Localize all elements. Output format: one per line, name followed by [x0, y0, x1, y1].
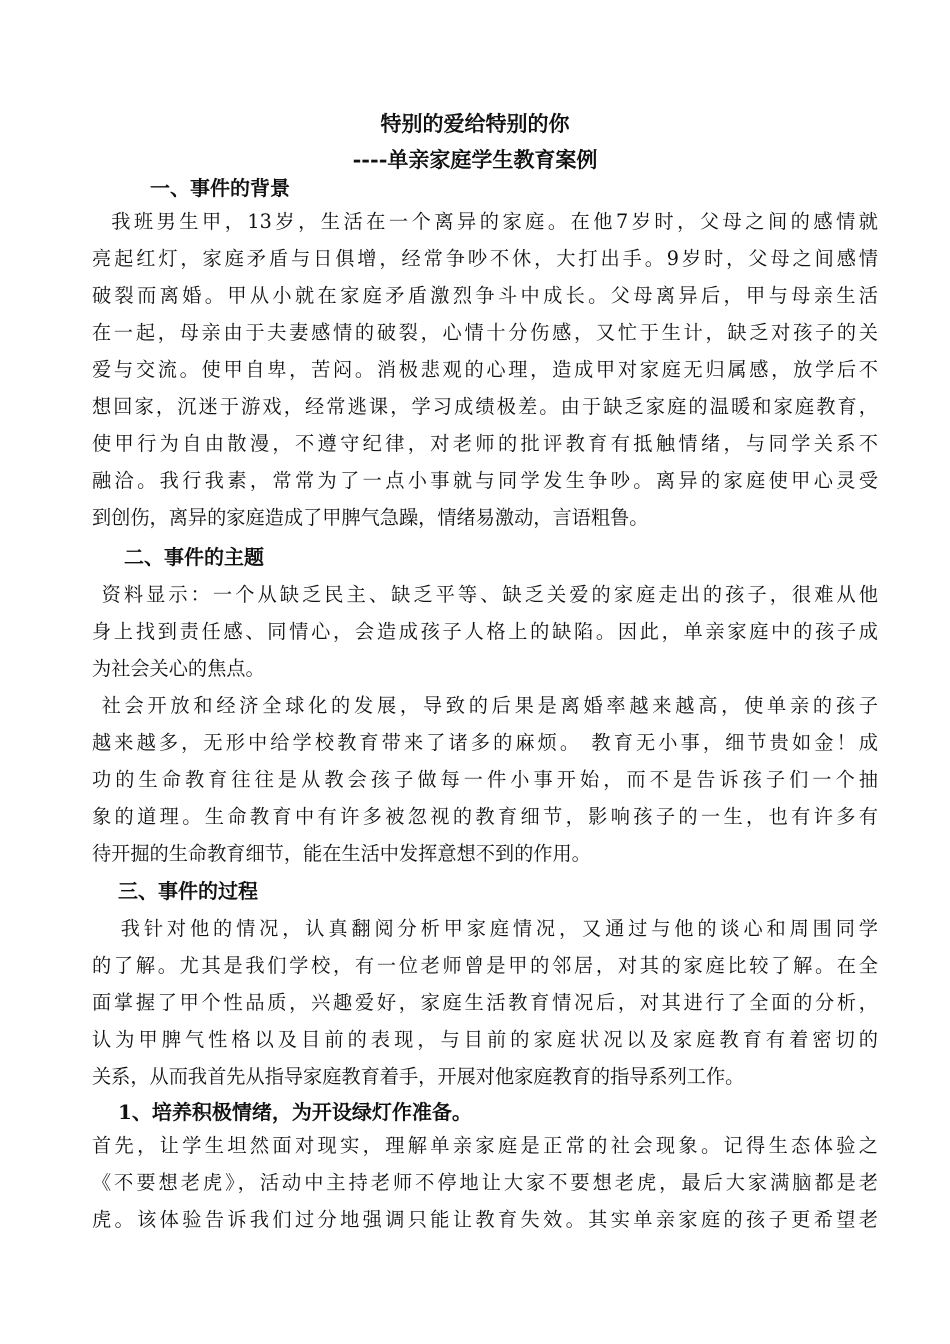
subsection-1-paragraph — [92, 1127, 878, 1238]
text-line: 虎。该体验告诉我们过分地强调只能让教育失效。其实单亲家庭的孩子更希望老 — [92, 1208, 878, 1231]
text-line: 想回家，沉迷于游戏，经常逃课，学习成绩极差。由于缺乏家庭的温暖和家庭教育， — [92, 395, 878, 418]
text-line: 《不要想老虎》，活动中主持老师不停地让大家不要想老虎，最后大家满脑都是老 — [92, 1171, 878, 1194]
section-heading-background: 一、事件的背景 — [150, 176, 290, 200]
section-theme-paragraph-1 — [92, 576, 878, 687]
text-line: 融洽。我行我素，常常为了一点小事就与同学发生争吵。离异的家庭使甲心灵受 — [92, 469, 878, 492]
text-line: 破裂而离婚。甲从小就在家庭矛盾激烈争斗中成长。父母离异后，甲与母亲生活 — [92, 284, 878, 307]
text-line: 功的生命教育往往是从教会孩子做每一件小事开始，而不是告诉孩子们一个抽 — [92, 768, 878, 791]
text-line: 身上找到责任感、同情心，会造成孩子人格上的缺陷。因此，单亲家庭中的孩子成 — [92, 620, 878, 643]
text-line: 爱与交流。使甲自卑，苦闷。消极悲观的心理，造成甲对家庭无归属感，放学后不 — [92, 358, 878, 381]
text-line: 使甲行为自由散漫，不遵守纪律，对老师的批评教育有抵触情绪，与同学关系不 — [92, 432, 878, 455]
text-line: 越来越多，无形中给学校教育带来了诸多的麻烦。 教育无小事，细节贵如金！成 — [92, 731, 878, 754]
text-line: 我针对他的情况，认真翻阅分析甲家庭情况，又通过与他的谈心和周围同学 — [120, 917, 878, 940]
text-line: 我班男生甲，13岁，生活在一个离异的家庭。在他7岁时，父母之间的感情就 — [111, 210, 878, 233]
text-line: 亮起红灯，家庭矛盾与日俱增，经常争吵不休，大打出手。9岁时，父母之间感情 — [92, 247, 878, 270]
document-subtitle: ----单亲家庭学生教育案例 — [352, 147, 598, 172]
text-line: 首先，让学生坦然面对现实，理解单亲家庭是正常的社会现象。记得生态体验之 — [92, 1134, 878, 1157]
section-heading-process: 三、事件的过程 — [118, 879, 258, 903]
text-line: 的了解。尤其是我们学校，有一位老师曾是甲的邻居，对其的家庭比较了解。在全 — [92, 954, 878, 977]
section-background-paragraph — [92, 203, 878, 536]
section-process-paragraph — [92, 910, 878, 1095]
text-line: 待开掘的生命教育细节，能在生活中发挥意想不到的作用。 — [92, 842, 591, 865]
text-line: 象的道理。生命教育中有许多被忽视的教育细节，影响孩子的一生，也有许多有 — [92, 805, 878, 828]
section-theme-paragraph-2 — [92, 687, 878, 872]
section-heading-theme: 二、事件的主题 — [124, 545, 264, 569]
text-line: 到创伤，离异的家庭造成了甲脾气急躁，情绪易激动，言语粗鲁。 — [92, 506, 649, 529]
text-line: 资料显示：一个从缺乏民主、缺乏平等、缺乏关爱的家庭走出的孩子，很难从他 — [101, 583, 878, 606]
text-line: 为社会关心的焦点。 — [92, 657, 265, 680]
text-line: 在一起，母亲由于夫妻感情的破裂，心情十分伤感，又忙于生计，缺乏对孩子的关 — [92, 321, 878, 344]
text-line: 社会开放和经济全球化的发展，导致的后果是离婚率越来越高，使单亲的孩子 — [101, 694, 878, 717]
text-line: 关系，从而我首先从指导家庭教育着手，开展对他家庭教育的指导系列工作。 — [92, 1065, 745, 1088]
subsection-heading-1: 1、培养积极情绪，为开设绿灯作准备。 — [118, 1100, 472, 1124]
document-title: 特别的爱给特别的你 — [380, 111, 570, 136]
text-line: 面掌握了甲个性品质，兴趣爱好，家庭生活教育情况后，对其进行了全面的分析， — [92, 991, 878, 1014]
text-line: 认为甲脾气性格以及目前的表现，与目前的家庭状况以及家庭教育有着密切的 — [92, 1028, 878, 1051]
